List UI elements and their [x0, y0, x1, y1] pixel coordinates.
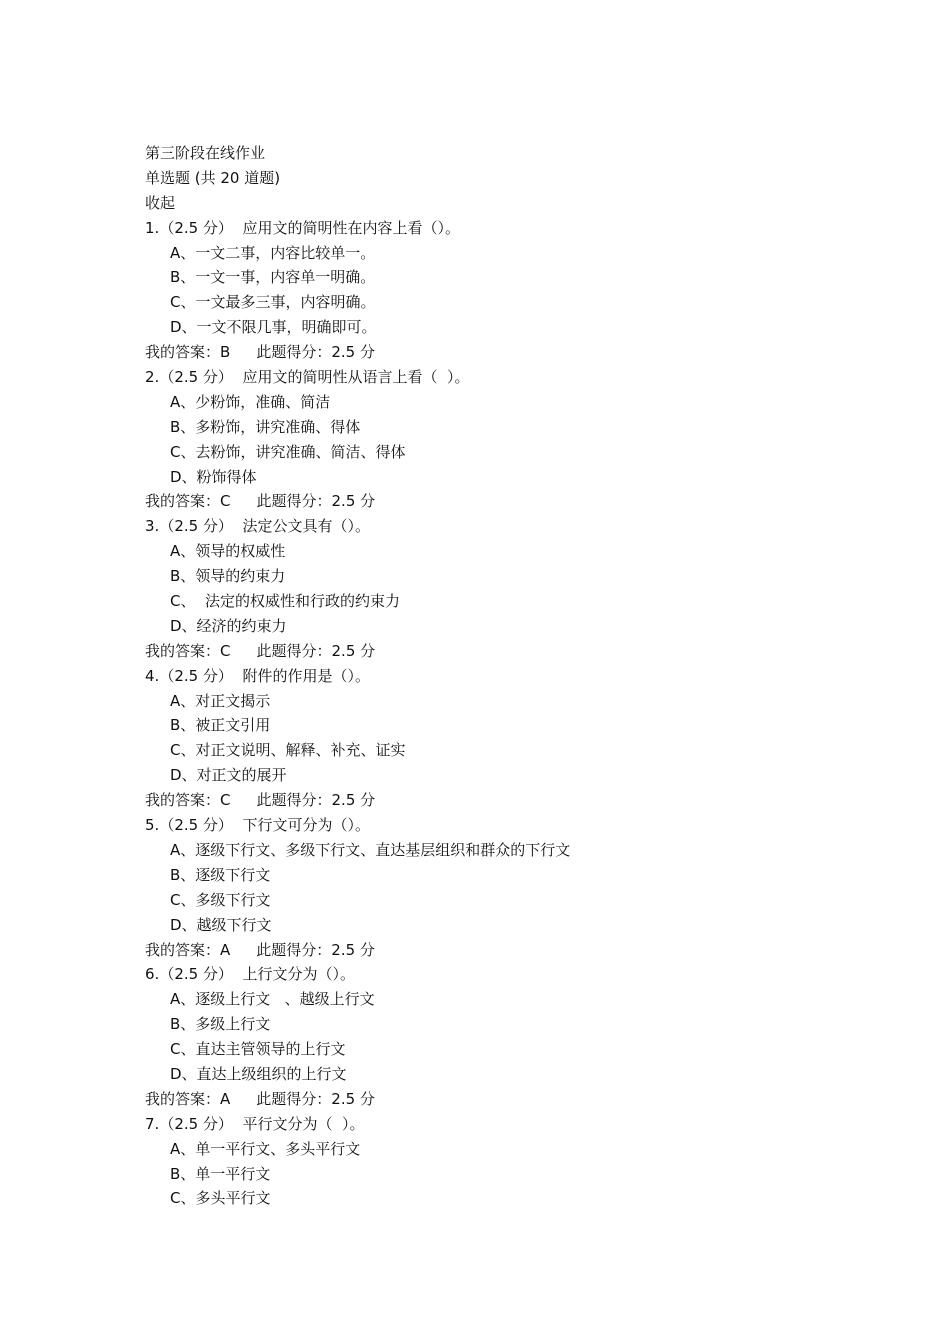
- score-value: 2.5 分: [331, 641, 376, 660]
- answer-value: B: [220, 343, 231, 362]
- answer-line: [145, 489, 905, 514]
- answer-label: 我的答案：: [145, 343, 221, 362]
- question-text: 应用文的简明性从语言上看（ ）。: [242, 368, 470, 387]
- section-heading: 单选题 (共 20 道题): [145, 168, 281, 187]
- answer-label: 我的答案：: [145, 641, 221, 660]
- score-group: [257, 788, 376, 813]
- score-label: 此题得分：: [256, 641, 332, 660]
- answer-line: [145, 788, 905, 813]
- option-item[interactable]: D、越级下行文: [170, 915, 272, 934]
- answer-line: [145, 1087, 905, 1112]
- option-item[interactable]: B、多级上行文: [170, 1015, 271, 1034]
- answer-line: [145, 938, 905, 963]
- question-text: 附件的作用是（）。: [242, 666, 370, 685]
- question-text: 下行文可分为（）。: [242, 816, 370, 835]
- option-item[interactable]: B、一文一事，内容单一明确。: [170, 268, 376, 287]
- option-item[interactable]: B、多粉饰，讲究准确、得体: [170, 417, 361, 436]
- answer-value: A: [220, 940, 231, 959]
- answer-value: A: [220, 1089, 231, 1108]
- question-block: [145, 664, 905, 813]
- question-block: [145, 1112, 905, 1212]
- option-item[interactable]: A、领导的权威性: [170, 542, 286, 561]
- question-block: [145, 365, 905, 514]
- option-item[interactable]: C、多头平行文: [170, 1189, 271, 1208]
- question-points: （2.5 分）: [159, 1114, 233, 1133]
- question-text: 平行文分为（ ）。: [242, 1114, 365, 1133]
- score-label: 此题得分：: [256, 492, 332, 511]
- question-points: （2.5 分）: [159, 368, 233, 387]
- score-label: 此题得分：: [256, 1089, 332, 1108]
- page-title: 第三阶段在线作业: [145, 144, 266, 162]
- answer-value: C: [220, 492, 231, 511]
- question-block: [145, 216, 905, 365]
- option-item[interactable]: C、多级下行文: [170, 890, 271, 909]
- question-text: 应用文的简明性在内容上看（）。: [242, 218, 460, 237]
- score-value: 2.5 分: [331, 940, 375, 959]
- option-item[interactable]: A、对正文揭示: [170, 691, 271, 710]
- answer-label: 我的答案：: [145, 492, 221, 511]
- question-number: 2.: [145, 368, 160, 387]
- score-value: 2.5 分: [331, 1089, 375, 1108]
- option-item[interactable]: A、逐级上行文 、越级上行文: [170, 990, 375, 1009]
- question-number: 1.: [145, 218, 160, 237]
- score-label: 此题得分：: [256, 343, 332, 362]
- question-list: [145, 216, 905, 1212]
- option-item[interactable]: C、对正文说明、解释、补充、证实: [170, 741, 406, 760]
- answer-line: [145, 340, 905, 365]
- option-item[interactable]: D、对正文的展开: [170, 766, 287, 785]
- option-item[interactable]: A、一文二事，内容比较单一。: [170, 243, 376, 262]
- question-number: 5.: [145, 816, 160, 835]
- option-item[interactable]: C、去粉饰，讲究准确、简洁、得体: [170, 442, 406, 461]
- score-value: 2.5 分: [331, 791, 376, 810]
- option-item[interactable]: A、单一平行文、多头平行文: [170, 1139, 361, 1158]
- option-item[interactable]: C、一文最多三事，内容明确。: [170, 293, 376, 312]
- answer-label: 我的答案：: [145, 1089, 221, 1108]
- score-label: 此题得分：: [256, 940, 332, 959]
- option-item[interactable]: A、逐级下行文、多级下行文、直达基层组织和群众的下行文: [170, 840, 571, 859]
- question-points: （2.5 分）: [159, 218, 233, 237]
- answer-value: C: [220, 641, 231, 660]
- question-header: [145, 813, 905, 838]
- question-number: 7.: [145, 1114, 160, 1133]
- question-header: [145, 664, 905, 689]
- assignment-document: [145, 141, 905, 1211]
- score-group: [257, 639, 376, 664]
- option-item[interactable]: D、粉饰得体: [170, 467, 257, 486]
- option-item[interactable]: D、经济的约束力: [170, 616, 287, 635]
- answer-value: C: [220, 791, 231, 810]
- option-item[interactable]: B、单一平行文: [170, 1164, 271, 1183]
- option-item[interactable]: D、一文不限几事，明确即可。: [170, 318, 377, 337]
- question-block: [145, 514, 905, 663]
- question-number: 3.: [145, 517, 160, 536]
- option-item[interactable]: B、被正文引用: [170, 716, 271, 735]
- question-points: （2.5 分）: [159, 816, 233, 835]
- question-header: [145, 1112, 905, 1137]
- question-header: [145, 962, 905, 987]
- question-text: 法定公文具有（）。: [242, 517, 370, 536]
- option-item[interactable]: C、 法定的权威性和行政的约束力: [170, 592, 401, 611]
- question-number: 6.: [145, 965, 160, 984]
- answer-line: [145, 639, 905, 664]
- option-item[interactable]: B、领导的约束力: [170, 567, 286, 586]
- option-item[interactable]: D、直达上级组织的上行文: [170, 1064, 347, 1083]
- score-group: [256, 938, 375, 963]
- question-header: [145, 365, 905, 390]
- score-group: [257, 489, 376, 514]
- option-item[interactable]: B、逐级下行文: [170, 865, 271, 884]
- question-block: [145, 813, 905, 962]
- answer-label: 我的答案：: [145, 940, 221, 959]
- question-header: [145, 514, 905, 539]
- question-number: 4.: [145, 666, 160, 685]
- question-points: （2.5 分）: [159, 965, 233, 984]
- question-text: 上行文分为（）。: [242, 965, 355, 984]
- option-item[interactable]: A、少粉饰，准确、简洁: [170, 392, 331, 411]
- collapse-link[interactable]: 收起: [145, 193, 176, 212]
- question-points: （2.5 分）: [159, 666, 233, 685]
- question-points: （2.5 分）: [159, 517, 233, 536]
- option-item[interactable]: C、直达主管领导的上行文: [170, 1040, 346, 1059]
- score-group: [256, 1087, 375, 1112]
- answer-label: 我的答案：: [145, 791, 221, 810]
- score-value: 2.5 分: [331, 492, 376, 511]
- score-label: 此题得分：: [256, 791, 332, 810]
- question-block: [145, 962, 905, 1111]
- score-value: 2.5 分: [331, 343, 375, 362]
- question-header: [145, 216, 905, 241]
- score-group: [256, 340, 375, 365]
